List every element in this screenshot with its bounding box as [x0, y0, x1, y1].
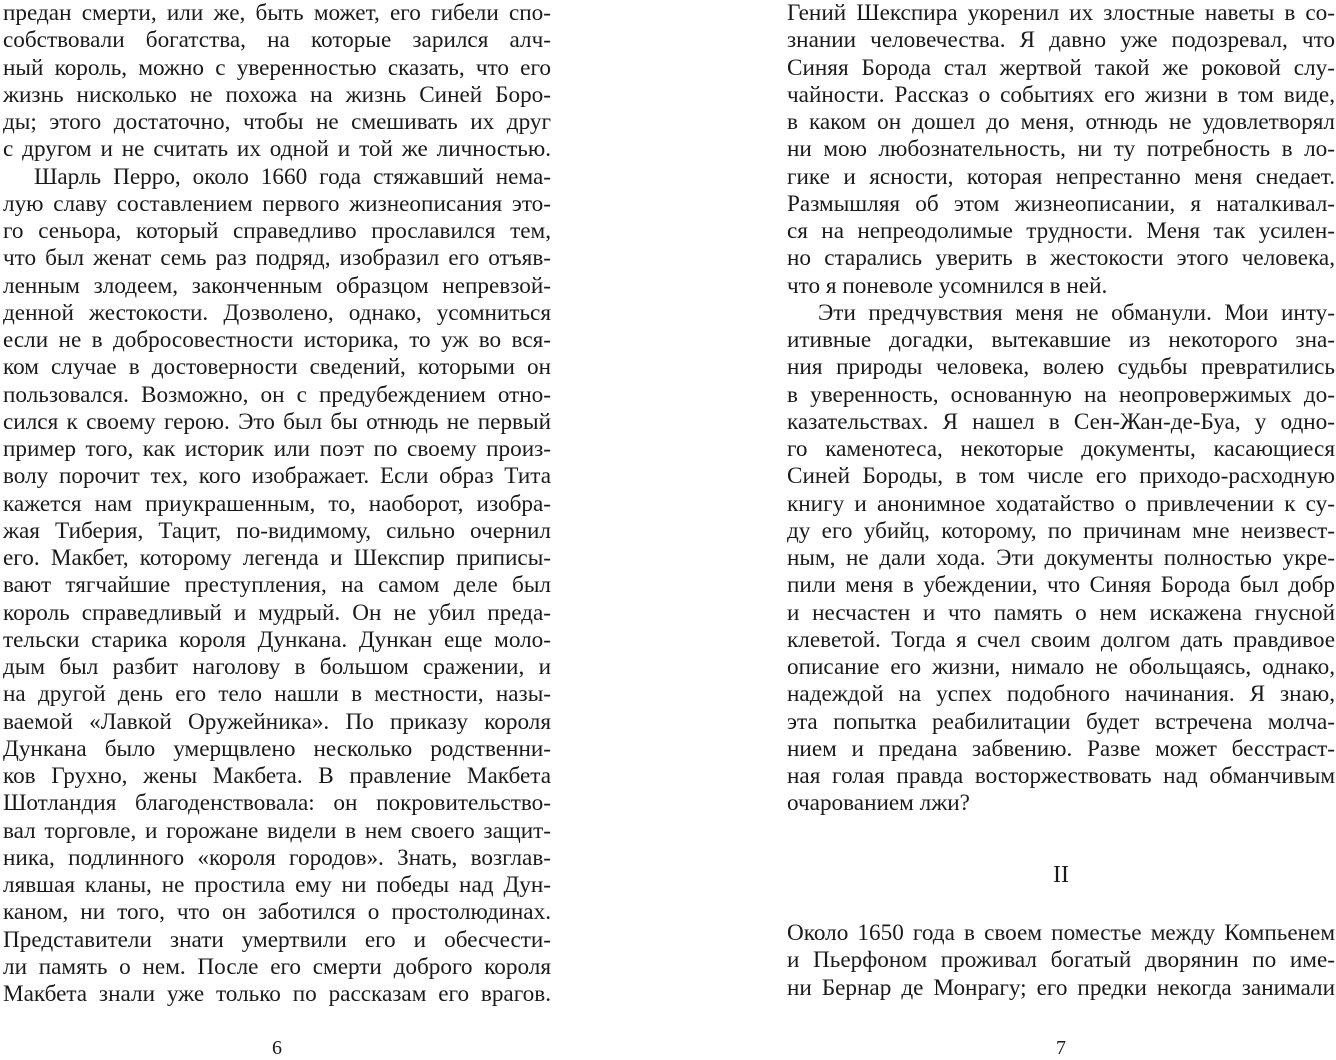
text-line: Синей Бороды, в том числе его приходо-расходную: [787, 463, 1335, 490]
text-line: клеветой. Тогда я счел своим долгом дать правдивое: [787, 626, 1335, 653]
text-line: итивные догадки, вытекавшие из некоторого зна-: [787, 327, 1335, 353]
text-line: пример того, как историк или поэт по своему произ-: [3, 436, 551, 462]
text-line: кажется нам приукрашенным, то, наоборот, изобра-: [3, 490, 551, 517]
text-line: Гений Шекспира укоренил их злостные наветы в со-: [787, 0, 1335, 26]
text-line: Эти предчувствия меня не обманули. Мои инту-: [818, 299, 1335, 326]
left-page: [3, 0, 551, 1057]
chapter-opening-text: [787, 920, 1335, 1002]
text-line: гике и ясности, которая непрестанно меня снедает.: [787, 163, 1335, 190]
text-line: Представители знати умертвили его и обесчести-: [3, 926, 551, 953]
text-line: ленным злодеем, законченным образцом непревзой-: [3, 272, 551, 299]
text-line: но старались уверить в жестокости этого человека,: [787, 245, 1335, 272]
text-line: собствовали богатства, на которые зарился алч-: [3, 27, 551, 54]
text-line: каном, ни того, что он заботился о простолюдинах.: [3, 899, 551, 926]
text-line: Около 1650 года в своем поместье между Компьенем: [787, 920, 1335, 946]
text-line: описание его жизни, нимало не обольщаясь, однако,: [787, 654, 1335, 680]
text-line: жизнь нисколько не похожа на жизнь Синей Боро-: [3, 81, 551, 108]
text-line: денной жестокости. Дозволено, однако, усомниться: [3, 299, 551, 326]
text-line: ды; этого достаточно, чтобы не смешивать их друг: [3, 109, 551, 135]
text-line: казательствах. Я нашел в Сен-Жан-де-Буа, у одно-: [787, 408, 1335, 435]
text-line: го сеньора, который справедливо прославился тем,: [3, 218, 551, 244]
text-line: пользовался. Возможно, он с предубеждением отно-: [3, 381, 551, 408]
text-line: вал торговле, и горожане видели в нем своего защит-: [3, 817, 551, 844]
left-page-text: [3, 0, 551, 1008]
text-line: дым был разбит наголову в большом сражении, и: [3, 654, 551, 680]
text-line: лявшая кланы, не простила ему ни победы над Дун-: [3, 872, 551, 898]
text-line: ли память о нем. После его смерти доброго короля: [3, 953, 551, 980]
text-line: сился к своему герою. Это был бы отнюдь не первый: [3, 408, 551, 435]
text-line: ся на непреодолимые трудности. Меня так усилен-: [787, 218, 1335, 244]
text-line: и Пьерфоном проживал богатый дворянин по име-: [787, 947, 1335, 974]
text-line: Шотландия благоденствовала: он покровительство-: [3, 790, 551, 817]
text-line: нием и предана забвению. Разве может бесстраст-: [787, 735, 1335, 762]
page-number: 7: [1056, 1037, 1066, 1059]
text-line: в уверенность, основанную на неопровержимых до-: [787, 381, 1335, 408]
text-line: Синяя Борода стал жертвой такой же роковой слу-: [787, 54, 1335, 81]
text-line: ным, не дали хода. Эти документы полностью укре-: [787, 545, 1335, 571]
text-line: Шарль Перро, около 1660 года стяжавший нема-: [34, 163, 551, 190]
text-line: го каменотеса, некоторые документы, касающиеся: [787, 436, 1335, 462]
text-line: на другой день его тело нашли в местности, назы-: [3, 681, 551, 708]
right-page: [787, 0, 1335, 1057]
text-line: ни Бернар де Монрагу; его предки некогда занимали: [787, 974, 1335, 1001]
text-line: ный король, можно с уверенностью сказать, что его: [3, 54, 551, 81]
text-line: надеждой на успех подобного начинания. Я знаю,: [787, 681, 1335, 708]
text-line: вают тягчайшие преступления, на самом деле был: [3, 572, 551, 599]
page-number: 6: [272, 1037, 282, 1059]
text-line: ваемой «Лавкой Оружейника». По приказу короля: [3, 708, 551, 735]
text-line: ду его убийц, которому, по причинам мне неизвест-: [787, 517, 1335, 544]
text-line: Размышляя об этом жизнеописании, я наталкивал-: [787, 190, 1335, 217]
text-line: в каком он дошел до меня, отнюдь не удовлетворял: [787, 109, 1335, 135]
text-line: знании человечества. Я давно уже подозревал, что: [787, 27, 1335, 54]
text-line: предан смерти, или же, быть может, его гибели спо-: [3, 0, 551, 26]
text-line: эта попытка реабилитации будет встречена молча-: [787, 708, 1335, 735]
text-line: волу порочит тех, кого изображает. Если образ Тита: [3, 463, 551, 490]
text-line: его. Макбет, которому легенда и Шекспир приписы-: [3, 545, 551, 571]
right-page-text: [787, 0, 1335, 818]
text-line: очарованием лжи?: [787, 790, 970, 817]
text-line: что я поневоле усомнился в ней.: [787, 272, 1108, 299]
text-line: и несчастен и что память о нем искажена гнусной: [787, 599, 1335, 626]
text-line: ни мою любознательность, ни ту потребность в ло-: [787, 136, 1335, 163]
text-line: чайности. Рассказ о событиях его жизни в том виде,: [787, 81, 1335, 108]
text-line: Макбета знали уже только по рассказам его врагов.: [3, 981, 551, 1007]
text-line: ков Грухно, жены Макбета. В правление Макбета: [3, 763, 551, 789]
chapter-heading: II: [1053, 862, 1069, 888]
text-line: Дункана было умерщвлено несколько родственни-: [3, 735, 551, 762]
text-line: ния природы человека, волею судьбы превратились: [787, 354, 1335, 381]
text-line: если не в добросовестности историка, то уж во вся-: [3, 327, 551, 353]
text-line: тельски старика короля Дункана. Дункан еще моло-: [3, 626, 551, 653]
text-line: что был женат семь раз подряд, изобразил его отъяв-: [3, 245, 551, 272]
text-line: ком случае в достоверности сведений, которыми он: [3, 354, 551, 381]
text-line: пили меня в убеждении, что Синяя Борода был добр: [787, 572, 1335, 599]
text-line: книгу и анонимное ходатайство о привлечении к су-: [787, 490, 1335, 517]
text-line: жая Тиберия, Тацит, по-видимому, сильно очернил: [3, 517, 551, 544]
text-line: ная голая правда восторжествовать над обманчивым: [787, 763, 1335, 789]
text-line: с другом и не считать их одной и той же личностью.: [3, 136, 551, 163]
text-line: лую славу составлением первого жизнеописания это-: [3, 190, 551, 217]
text-line: король справедливый и мудрый. Он не убил преда-: [3, 599, 551, 626]
text-line: ника, подлинного «короля городов». Знать, возглав-: [3, 844, 551, 871]
